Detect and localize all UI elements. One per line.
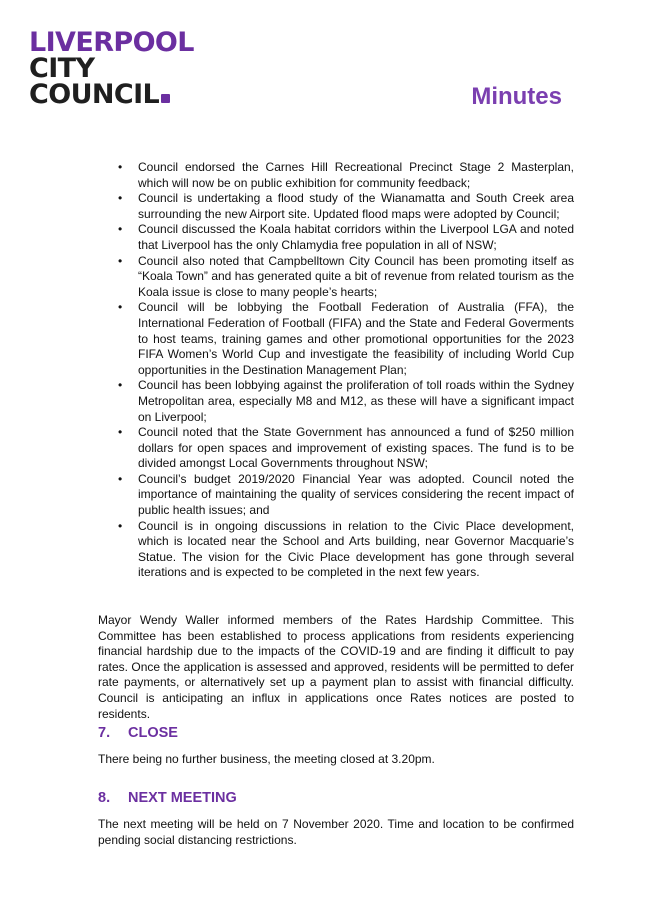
bullet-text: Council is undertaking a flood study of the Wianamatta and South Creek area surrounding the new Airport site. Updated flood maps were adopted by Council;	[138, 191, 574, 221]
logo-line-council	[29, 79, 194, 110]
bullet-text: Council noted that the State Government has announced a fund of $250 million dollars for open spaces and improvement of existing spaces. The fund is to be divided amongst Local Governments throughout NSW;	[138, 425, 574, 471]
logo-council-text: COUNCIL	[29, 79, 160, 110]
council-logo	[29, 27, 194, 110]
next-meeting-paragraph: The next meeting will be held on 7 November 2020. Time and location to be confirmed pending social distancing restrictions.	[98, 817, 574, 847]
bullet-item	[98, 472, 574, 519]
bullet-item	[98, 160, 574, 191]
bullet-item	[98, 425, 574, 472]
section-title: NEXT MEETING	[128, 790, 237, 806]
bullet-item	[98, 378, 574, 425]
bullet-item	[98, 519, 574, 581]
bullet-text: Council discussed the Koala habitat corridors within the Liverpool LGA and noted that Liverpool has the only Chlamydia free population in all of NSW;	[138, 222, 574, 252]
bullet-dot-icon: •	[118, 378, 123, 393]
bullet-dot-icon: •	[118, 300, 123, 315]
bullet-dot-icon: •	[118, 518, 123, 533]
bullet-list	[98, 160, 574, 581]
section-heading-next-meeting	[98, 790, 237, 806]
document-title: Minutes	[471, 83, 562, 110]
section-number: 7.	[98, 725, 111, 741]
hardship-paragraph: Mayor Wendy Waller informed members of the Rates Hardship Committee. This Committee has been established to process applications from residents experiencing financial hardship due to the impacts of the COVID-19 and are finding it difficult to pay rates. Once the application is assessed and approved, residents will be permitted to defer rate payments, or alternatively set up a payment plan to assist with financial difficulty. Council is anticipating an influx in applications once Rates notices are posted to residents.	[98, 613, 574, 721]
bullet-dot-icon: •	[118, 425, 123, 440]
section-title: CLOSE	[128, 725, 178, 741]
section-number: 8.	[98, 790, 111, 806]
bullet-item	[98, 254, 574, 301]
bullet-item	[98, 191, 574, 222]
bullet-text: Council’s budget 2019/2020 Financial Year was adopted. Council noted the importance of maintaining the quality of services considering the recent impact of public health issues; and	[138, 471, 574, 518]
logo-line-city: CITY	[29, 53, 95, 84]
bullet-dot-icon: •	[118, 253, 123, 268]
logo-line-liverpool: LIVERPOOL	[29, 27, 194, 58]
section-heading-close	[98, 725, 178, 741]
logo-square-icon	[161, 94, 170, 103]
bullet-text: Council also noted that Campbelltown City Council has been promoting itself as “Koala Town” and has generated quite a bit of revenue from related tourism as the Koala issue is close to many people’s hearts;	[138, 253, 574, 299]
bullet-text: Council is in ongoing discussions in relation to the Civic Place development, which is located near the School and Arts building, near Governor Macquarie’s Statue. The vision for the Civic Place development has gone through several iterations and is expected to be completed in the next few years.	[138, 518, 574, 580]
bullet-text: Council endorsed the Carnes Hill Recreational Precinct Stage 2 Masterplan, which will now be on public exhibition for community feedback;	[138, 160, 574, 190]
bullet-item	[98, 222, 574, 253]
bullet-dot-icon: •	[118, 471, 123, 486]
bullet-text: Council will be lobbying the Football Federation of Australia (FFA), the International Federation of Football (FIFA) and the State and Federal Goverments to host teams, training games and other promotional opportunities for the 2023 FIFA Women’s World Cup and investigate the feasibility of including World Cup opportunities in the Destination Management Plan;	[138, 300, 574, 377]
close-paragraph: There being no further business, the meeting closed at 3.20pm.	[98, 752, 435, 766]
bullet-dot-icon: •	[118, 191, 123, 206]
bullet-text: Council has been lobbying against the proliferation of toll roads within the Sydney Metropolitan area, especially M8 and M12, as these will have a significant impact on Liverpool;	[138, 378, 574, 424]
bullet-dot-icon: •	[118, 160, 123, 174]
bullet-item	[98, 300, 574, 378]
bullet-dot-icon: •	[118, 222, 123, 237]
